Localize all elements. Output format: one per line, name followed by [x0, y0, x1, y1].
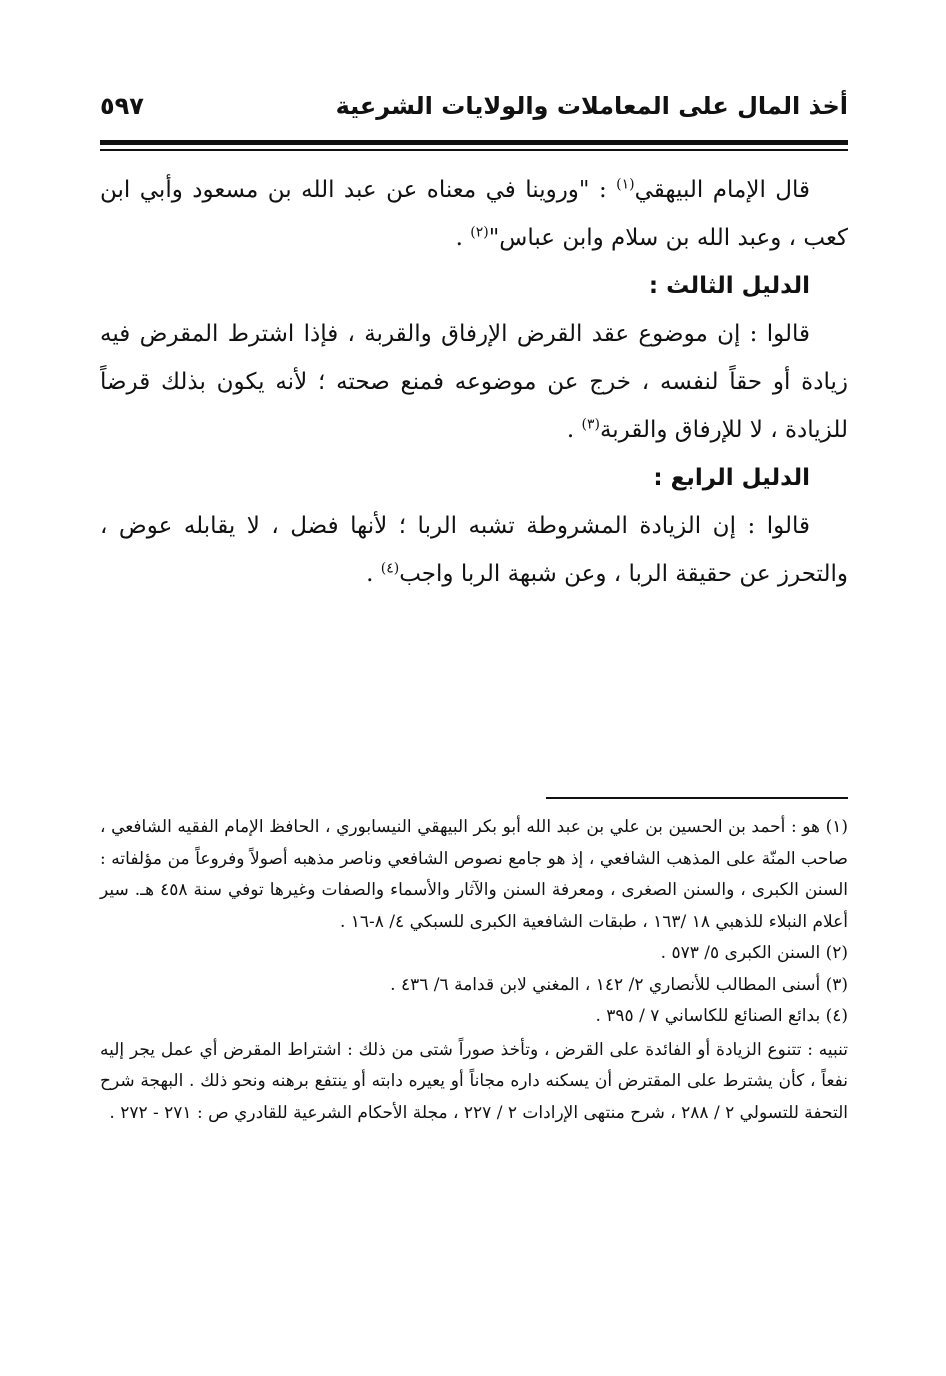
footnote-ref-1[interactable]: (١): [616, 176, 635, 193]
footnotes: [100, 812, 848, 1129]
header-rule-thick: [100, 140, 848, 145]
footnote-ref-2[interactable]: (٢): [470, 224, 489, 241]
paragraph-3: قالوا : إن الزيادة المشروطة تشبه الربا ؛ لأنها فضل ، لا يقابله عوض ، والتحرز عن حقيقة الربا ، وعن شبهة الربا واجب$^{(٤)}$ .: [100, 513, 848, 587]
section-heading-3: الدليل الثالث :: [648, 273, 810, 299]
footnote-4: (٤) بدائع الصنائع للكاساني ٧ / ٣٩٥ .: [595, 1006, 848, 1026]
page-number: ٥٩٧: [100, 92, 144, 120]
paragraph-1: قال الإمام البيهقي$^{(١)}$ : "وروينا في معناه عن عبد الله بن مسعود وأبي ابن كعب ، وعبد الله بن سلام وابن عباس"$^{(٢)}$ .: [100, 176, 848, 251]
main-text: [100, 166, 848, 598]
footnote-ref-4[interactable]: (٤): [380, 560, 400, 577]
footnote-3: (٣) أسنى المطالب للأنصاري ٢/ ١٤٢ ، المغني لابن قدامة ٦/ ٤٣٦ .: [390, 974, 848, 995]
section-heading-4: الدليل الرابع :: [653, 465, 810, 491]
running-title: أخذ المال على المعاملات والولايات الشرعية: [335, 92, 848, 120]
running-header: [100, 92, 848, 120]
paragraph-2: قالوا : إن موضوع عقد القرض الإرفاق والقربة ، فإذا اشترط المقرض فيه زيادة أو حقاً لنفسه ، خرج عن موضوعه فمنع صحته ؛ لأنه يكون بذلك قرضاً للزيادة ، لا للإرفاق والقربة$^{(٣)}$ .: [100, 321, 848, 443]
footnote-ref-3[interactable]: (٣): [581, 416, 600, 433]
footnote-separator: [546, 797, 848, 799]
footnote-note: تنبيه : تتنوع الزيادة أو الفائدة على القرض ، وتأخذ صوراً شتى من ذلك : اشتراط المقرض أي عمل يجر إليه نفعاً ، كأن يشترط على المقترض أن يسكنه داره مجاناً أو يعيره دابته أو ينتفع برهنه ونحو ذلك . البهجة شرح التحفة للتسولي ٢ / ٢٨٨ ، شرح منتهى الإرادات ٢ / ٢٢٧ ، مجلة الأحكام الشرعية للقادري ص : ٢٧١ - ٢٧٢ .: [100, 1039, 848, 1123]
header-rule-thin: [100, 149, 848, 151]
footnote-1: (١) هو : أحمد بن الحسين بن علي بن عبد الله أبو بكر البيهقي النيسابوري ، الحافظ الإمام الفقيه الشافعي ، صاحب المنّة على المذهب الشافعي ، إذ هو جامع نصوص الشافعي وناصر مذهبه أصولاً وفروعاً من مؤلفاته : السنن الكبرى ، والسنن الصغرى ، ومعرفة السنن والآثار والأسماء والصفات وغيرها توفي سنة ٤٥٨ هـ. سير أعلام النبلاء للذهبي ١٨ /١٦٣ ، طبقات الشافعية الكبرى للسبكي ٤/ ٨-١٦ .: [100, 817, 848, 932]
footnote-2: (٢) السنن الكبرى ٥/ ٥٧٣ .: [660, 943, 848, 963]
